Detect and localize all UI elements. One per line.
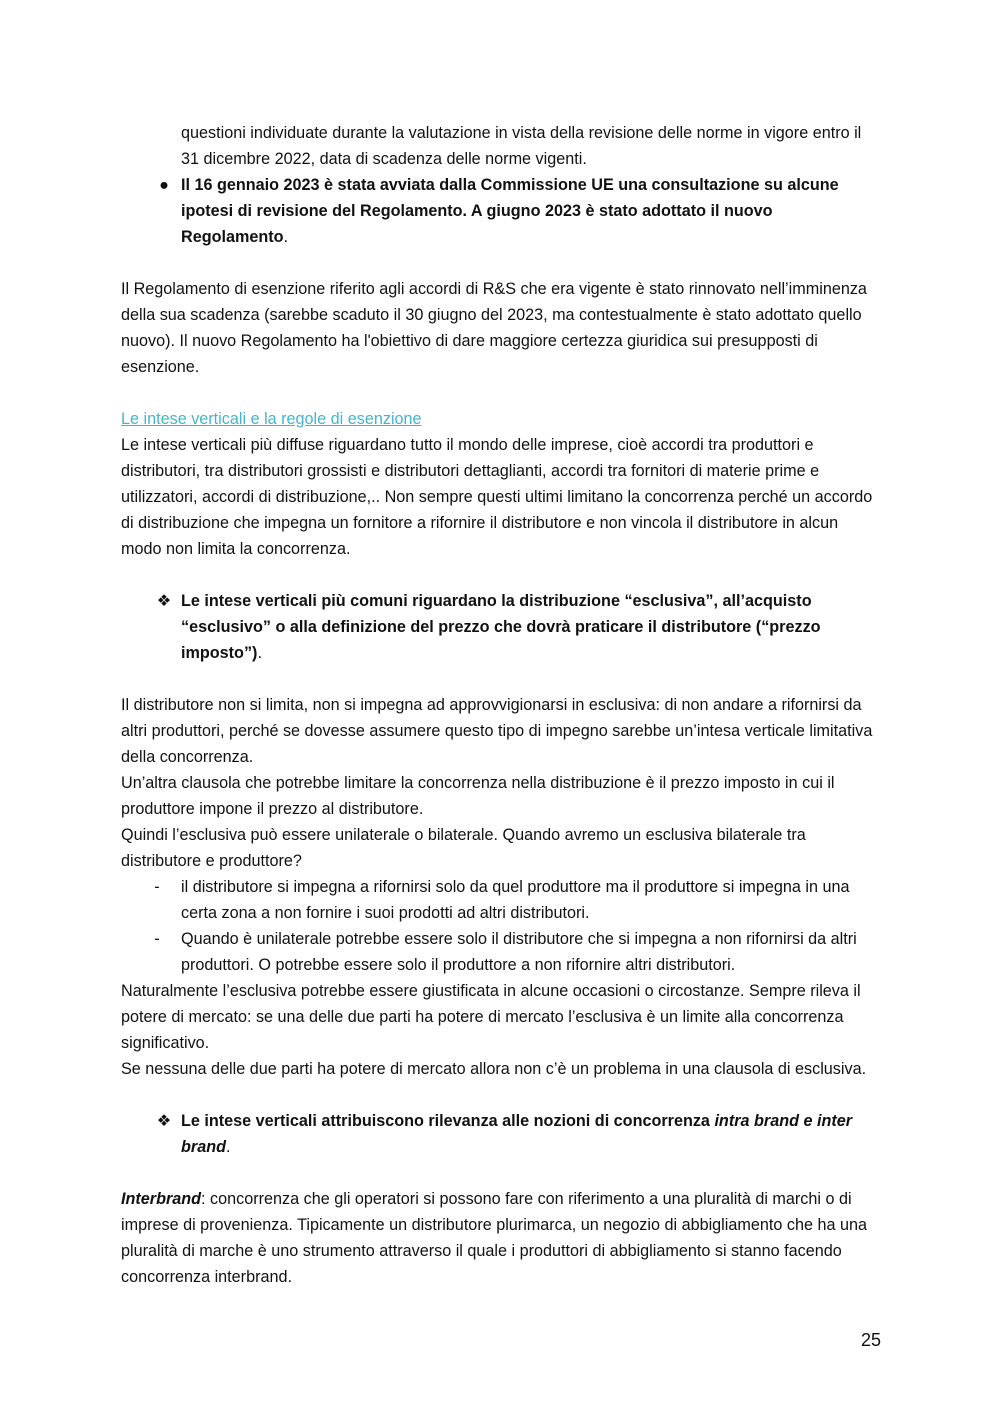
bullet-dot-icon: ●: [159, 176, 169, 194]
interbrand-text: : concorrenza che gli operatori si possono fare con riferimento a una pluralità di marchi o di imprese di provenienza. Tipicamente un distributore plurimarca, un negozio di abbigliamento che ha una pluralità di marche è uno strumento attraverso il quale i produttori di abbigliamento si stanno facendo concorrenza interbrand.: [121, 1190, 867, 1286]
dash-item: [121, 874, 881, 926]
dash-item-text: il distributore si impegna a rifornirsi solo da quel produttore ma il produttore si impegna in una certa zona a non fornire i suoi prodotti ad altri distributori.: [181, 878, 850, 922]
diamond-bold-text: Le intese verticali più comuni riguardano la distribuzione “esclusiva”, all’acquisto “esclusivo” o alla definizione del prezzo che dovrà praticare il distributore (“prezzo imposto”): [181, 592, 821, 662]
diamond-tail: .: [225, 1138, 231, 1156]
page-number: 25: [860, 1330, 881, 1350]
section-heading-link[interactable]: Le intese verticali e la regole di esenzione: [121, 410, 422, 428]
continuation-paragraph: questioni individuate durante la valutazione in vista della revisione delle norme in vigore entro il 31 dicembre 2022, data di scadenza delle norme vigenti.: [181, 124, 862, 168]
diamond-bullet-icon: ❖: [156, 1112, 172, 1130]
paragraph-rs: Il Regolamento di esenzione riferito agli accordi di R&S che era vigente è stato rinnovato nell’imminenza della sua scadenza (sarebbe scaduto il 30 giugno del 2023, ma contestualmente è stato adottato quello nuovo). Il nuovo Regolamento ha l'obiettivo di dare maggiore certezza giuridica sui presupposti di esenzione.: [121, 280, 867, 376]
paragraph-distributore-3: Quindi l’esclusiva può essere unilaterale o bilaterale. Quando avremo un esclusiva bilaterale tra distributore e produttore?: [121, 826, 806, 870]
page-content: [121, 120, 881, 1290]
bullet-tail: .: [283, 228, 289, 246]
paragraph-esclusiva-2: Se nessuna delle due parti ha potere di mercato allora non c’è un problema in una clausola di esclusiva.: [121, 1060, 867, 1078]
dash-bullet-icon: -: [154, 878, 160, 896]
paragraph-verticali: Le intese verticali più diffuse riguardano tutto il mondo delle imprese, cioè accordi tra produttori e distributori, tra distributori grossisti e distributori dettaglianti, accordi tra fornitori di materie prime e utilizzatori, accordi di distribuzione,.. Non sempre questi ultimi limitano la concorrenza perché un accordo di distribuzione che impegna un fornitore a rifornire il distributore e non vincola il distributore in alcun modo non limita la concorrenza.: [121, 436, 873, 558]
diamond-item-brand: [121, 1108, 881, 1160]
dash-item: [121, 926, 881, 978]
diamond-tail: .: [257, 644, 262, 662]
bullet-item-2023: [121, 172, 881, 250]
dash-bullet-icon: -: [154, 930, 160, 948]
bullet-bold-text: Il 16 gennaio 2023 è stata avviata dalla Commissione UE una consultazione su alcune ipotesi di revisione del Regolamento. A giugno 2023 è stato adottato il nuovo Regolamento: [181, 176, 839, 246]
paragraph-distributore-2: Un’altra clausola che potrebbe limitare la concorrenza nella distribuzione è il prezzo imposto in cui il produttore impone il prezzo al distributore.: [121, 774, 835, 818]
section-heading[interactable]: [121, 406, 881, 432]
dash-item-text: Quando è unilaterale potrebbe essere solo il distributore che si impegna a non rifornirsi da altri produttori. O potrebbe essere solo il produttore a non rifornire altri distributori.: [181, 930, 857, 974]
interbrand-term: Interbrand: [121, 1190, 202, 1208]
paragraph-distributore-1: Il distributore non si limita, non si impegna ad approvvigionarsi in esclusiva: di non andare a rifornirsi da altri produttori, perché se dovesse assumere questo tipo di impegno sarebbe un’intesa verticale limitativa della concorrenza.: [121, 696, 873, 766]
diamond-bold-text: Le intese verticali attribuiscono rilevanza alle nozioni di concorrenza: [181, 1112, 715, 1130]
paragraph-interbrand: [121, 1186, 881, 1290]
diamond-bullet-icon: ❖: [156, 592, 172, 610]
paragraph-esclusiva-1: Naturalmente l’esclusiva potrebbe essere giustificata in alcune occasioni o circostanze. Sempre rileva il potere di mercato: se una delle due parti ha potere di mercato l’esclusiva è un limite alla concorrenza significativo.: [121, 982, 861, 1052]
diamond-bold-italic-text: intra brand e inter brand: [181, 1112, 853, 1156]
diamond-item-distribuzione: [121, 588, 881, 666]
